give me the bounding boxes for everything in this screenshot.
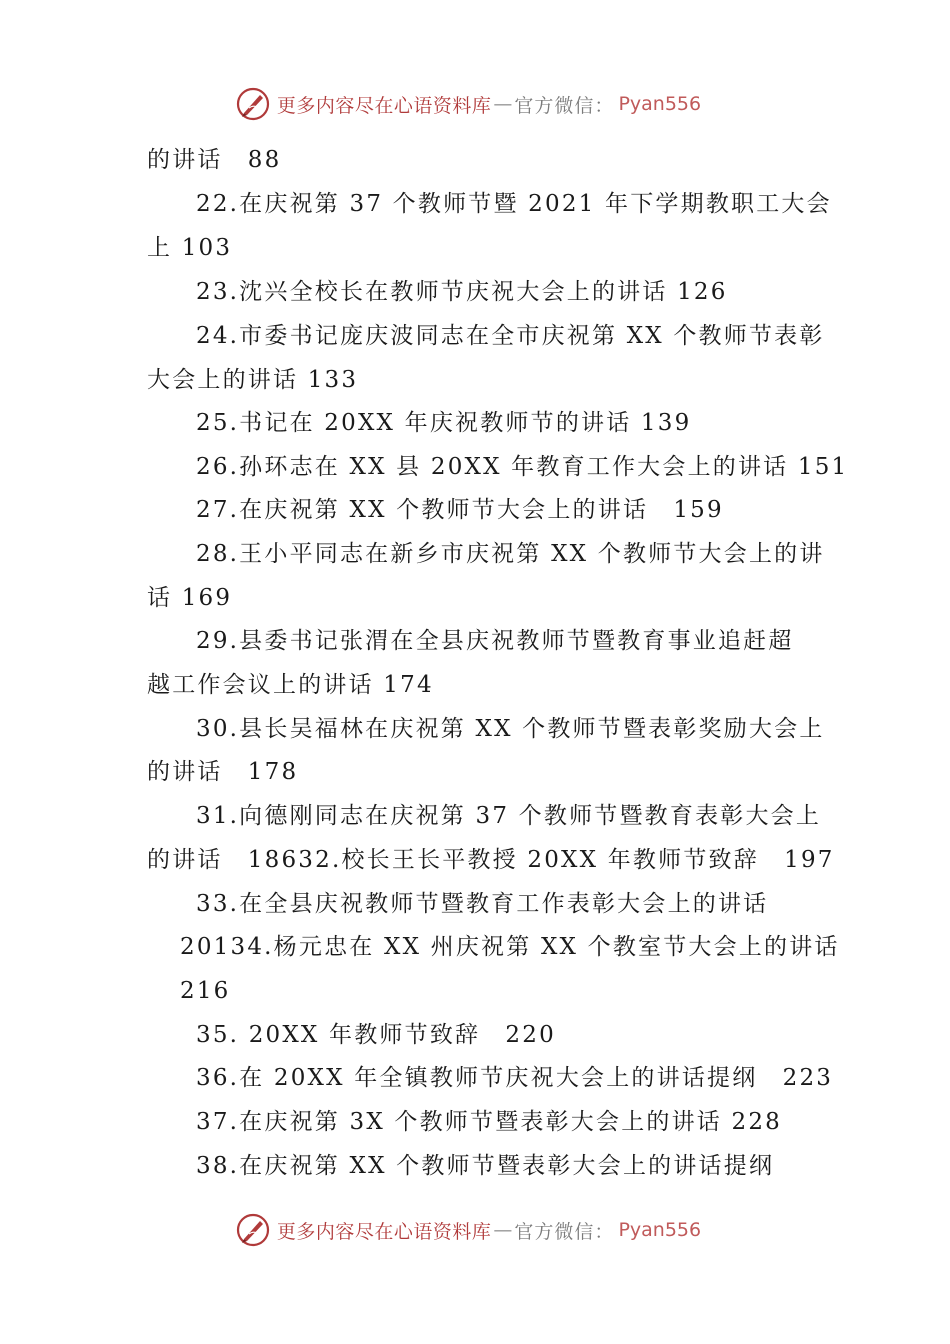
banner-official-text: 官方微信： bbox=[514, 94, 615, 117]
toc-line: 35. 20XX 年教师节致辞 220 bbox=[196, 1022, 556, 1048]
toc-line: 越工作会议上的讲话 174 bbox=[147, 672, 434, 698]
toc-line: 的讲话 88 bbox=[147, 147, 282, 173]
toc-line: 30.县长吴福林在庆祝第 XX 个教师节暨表彰奖励大会上 bbox=[196, 716, 825, 742]
toc-line: 37.在庆祝第 3X 个教师节暨表彰大会上的讲话 228 bbox=[196, 1109, 783, 1135]
banner-wechat-id: Pyan556 bbox=[618, 1219, 702, 1241]
toc-line: 23.沈兴全校长在教师节庆祝大会上的讲话 126 bbox=[196, 279, 728, 305]
toc-line: 上 103 bbox=[147, 235, 233, 261]
banner-dash: — bbox=[493, 1219, 513, 1241]
toc-line: 24.市委书记庞庆波同志在全市庆祝第 XX 个教师节表彰 bbox=[196, 323, 825, 349]
toc-line: 的讲话 178 bbox=[147, 759, 299, 785]
toc-line: 38.在庆祝第 XX 个教师节暨表彰大会上的讲话提纲 bbox=[196, 1153, 775, 1179]
toc-line: 28.王小平同志在新乡市庆祝第 XX 个教师节大会上的讲 bbox=[196, 541, 825, 567]
toc-line: 31.向德刚同志在庆祝第 37 个教师节暨教育表彰大会上 bbox=[196, 803, 822, 829]
toc-line: 话 169 bbox=[147, 585, 233, 611]
banner-official-text: 官方微信： bbox=[514, 1220, 615, 1243]
banner-main-text: 更多内容尽在心语资料库 bbox=[276, 1220, 492, 1243]
toc-line: 26.孙环志在 XX 县 20XX 年教育工作大会上的讲话 151 bbox=[196, 454, 849, 480]
banner-dash: — bbox=[493, 93, 513, 115]
toc-line: 的讲话 18632.校长王长平教授 20XX 年教师节致辞 197 bbox=[147, 847, 835, 873]
toc-line: 22.在庆祝第 37 个教师节暨 2021 年下学期教职工大会 bbox=[196, 191, 832, 217]
toc-line: 216 bbox=[180, 978, 231, 1004]
toc-line: 29.县委书记张渭在全县庆祝教师节暨教育事业追赶超 bbox=[196, 628, 794, 654]
pen-circle-logo-icon bbox=[235, 86, 271, 122]
footer-banner bbox=[0, 1210, 950, 1250]
banner-main-text: 更多内容尽在心语资料库 bbox=[276, 94, 492, 117]
toc-line: 20134.杨元忠在 XX 州庆祝第 XX 个教室节大会上的讲话 bbox=[180, 934, 840, 960]
toc-line: 36.在 20XX 年全镇教师节庆祝大会上的讲话提纲 223 bbox=[196, 1065, 834, 1091]
banner-wechat-id: Pyan556 bbox=[618, 93, 702, 115]
pen-circle-logo-icon bbox=[235, 1212, 271, 1248]
toc-line: 大会上的讲话 133 bbox=[147, 367, 359, 393]
toc-line: 27.在庆祝第 XX 个教师节大会上的讲话 159 bbox=[196, 497, 724, 523]
toc-line: 33.在全县庆祝教师节暨教育工作表彰大会上的讲话 bbox=[196, 891, 769, 917]
header-banner bbox=[0, 84, 950, 124]
toc-line: 25.书记在 20XX 年庆祝教师节的讲话 139 bbox=[196, 410, 692, 436]
